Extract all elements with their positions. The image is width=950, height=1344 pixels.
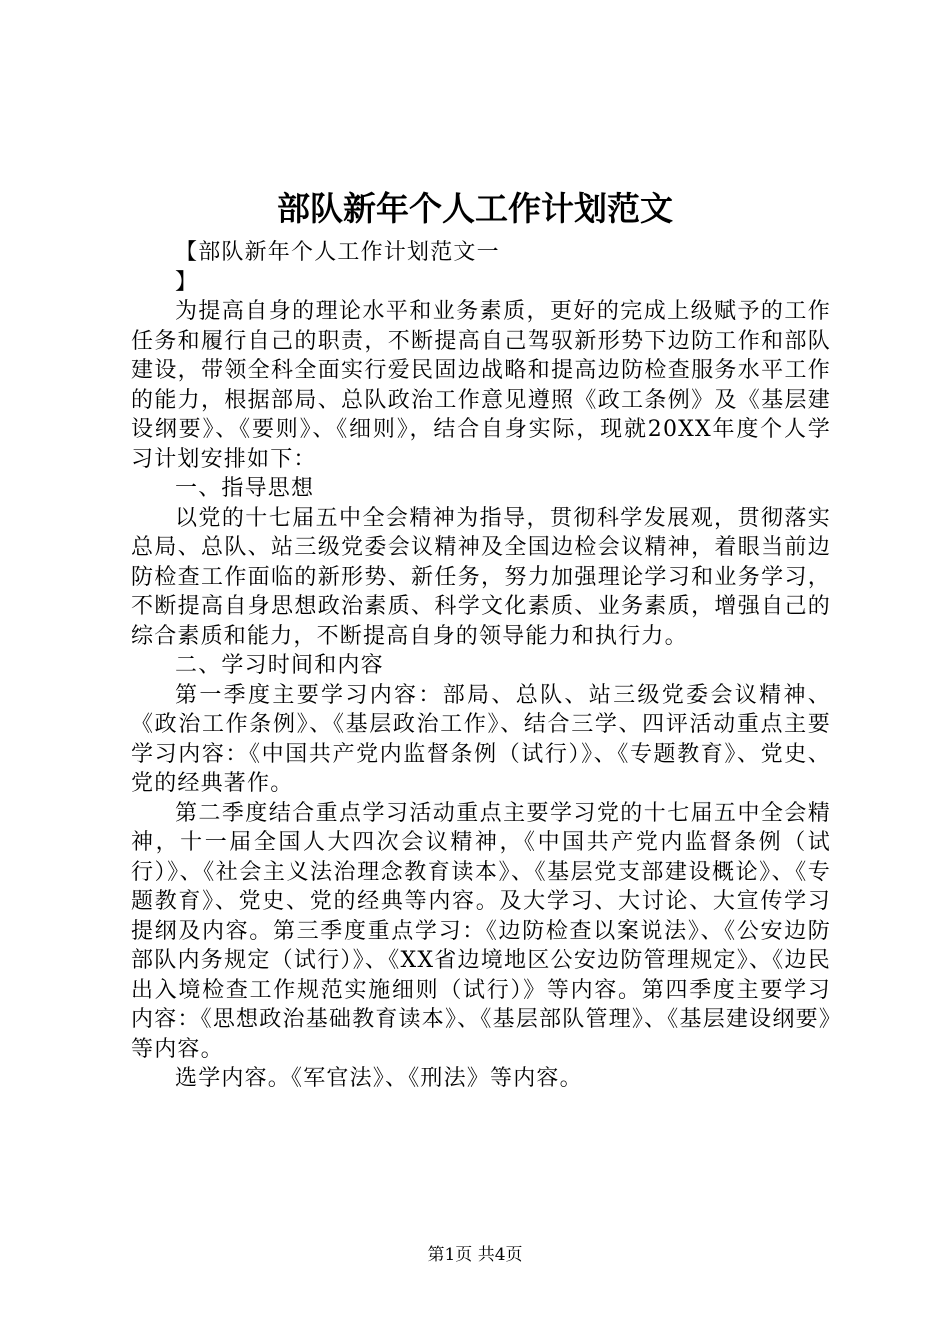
guiding-paragraph: 以党的十七届五中全会精神为指导，贯彻科学发展观，贯彻落实总局、总队、站三级党委会议精神及全国边检会议精神，着眼当前边防检查工作面临的新形势、新任务，努力加强理论学习和业务学习，不断提高自身思想政治素质、科学文化素质、业务素质，增强自己的综合素质和能力，不断提高自身的领导能力和执行力。 bbox=[131, 505, 831, 649]
q2-paragraph: 第二季度结合重点学习活动重点主要学习党的十七届五中全会精神，十一届全国人大四次会议精神，《中国共产党内监督条例（试行）》、《社会主义法治理念教育读本》、《基层党支部建设概论》、《专题教育》、党史、党的经典等内容。及大学习、大讨论、大宣传学习提纲及内容。第三季度重点学习：《边防检查以案说法》、《公安边防部队内务规定（试行）》、《XX省边境地区公安边防管理规定》、《边民出入境检查工作规范实施细则（试行）》等内容。第四季度主要学习内容：《思想政治基础教育读本》、《基层部队管理》、《基层建设纲要》等内容。 bbox=[131, 800, 831, 1062]
page-footer: 第1页 共4页 bbox=[427, 1245, 523, 1265]
document-body bbox=[131, 238, 831, 1094]
subtitle-line-1: 【部队新年个人工作计划范文一 bbox=[175, 240, 500, 265]
q1-paragraph: 第一季度主要学习内容：部局、总队、站三级党委会议精神、《政治工作条例》、《基层政治工作》、结合三学、四评活动重点主要学习内容：《中国共产党内监督条例（试行）》、《专题教育》、党史、党的经典著作。 bbox=[131, 682, 831, 796]
subtitle-line-2: 】 bbox=[175, 269, 199, 295]
section-heading-guiding: 一、指导思想 bbox=[175, 476, 315, 501]
section-heading-schedule: 二、学习时间和内容 bbox=[175, 653, 384, 678]
elective-paragraph: 选学内容。《军官法》、《刑法》等内容。 bbox=[175, 1066, 583, 1091]
intro-paragraph: 为提高自身的理论水平和业务素质，更好的完成上级赋予的工作任务和履行自己的职责，不断提高自己驾驭新形势下边防工作和部队建设，带领全科全面实行爱民固边战略和提高边防检查服务水平工作的能力，根据部局、总队政治工作意见遵照《政工条例》及《基层建设纲要》、《要则》、《细则》，结合自身实际，现就20XX年度个人学习计划安排如下： bbox=[131, 299, 831, 472]
document-title: 部队新年个人工作计划范文 bbox=[277, 189, 673, 228]
